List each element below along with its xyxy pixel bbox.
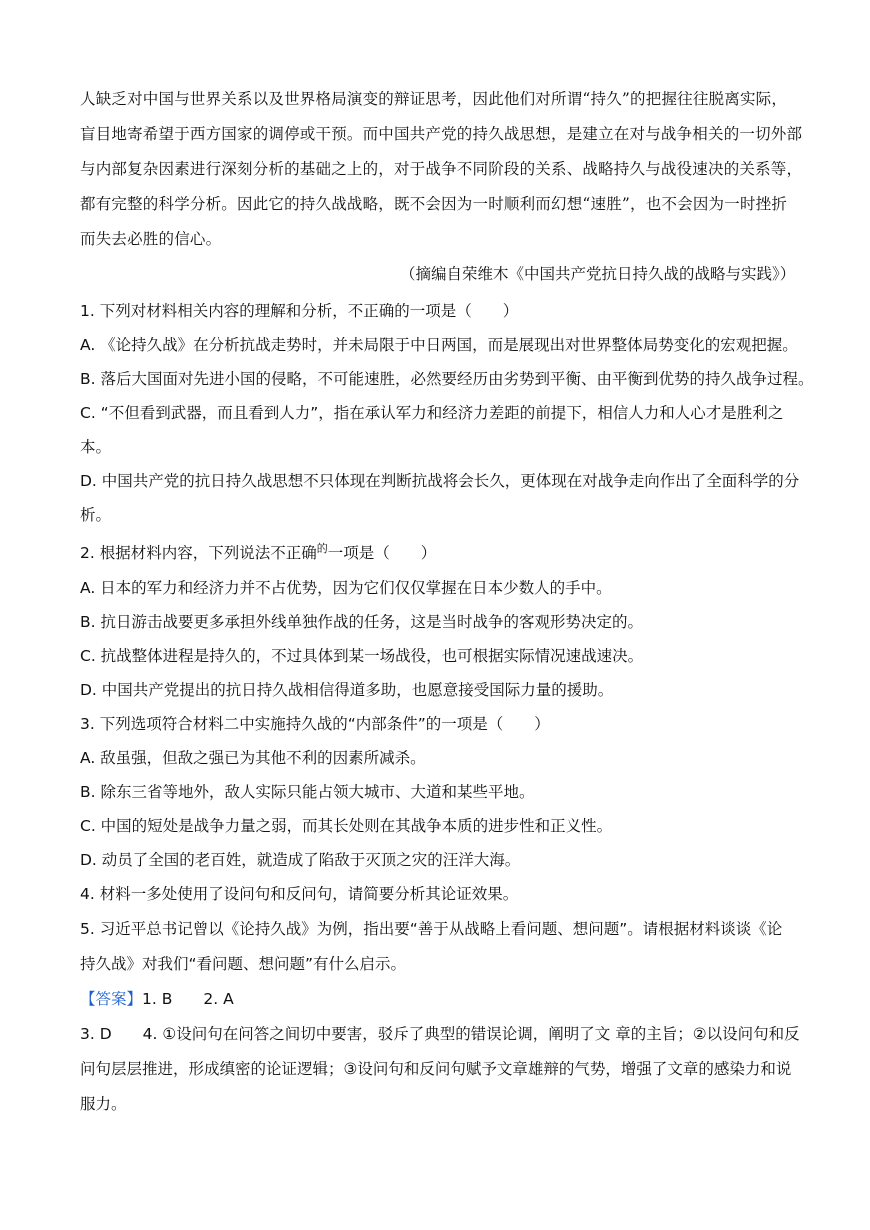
- answer-tag: 【答案】: [80, 990, 143, 1008]
- q1-stem: 1. 下列对材料相关内容的理解和分析，不正确的一项是（ ）: [80, 302, 519, 320]
- q2-stem-sup: 的: [316, 542, 328, 555]
- q3-stem: 3. 下列选项符合材料二中实施持久战的“内部条件”的一项是（ ）: [80, 715, 550, 733]
- answer-line-2: 问句层层推进，形成缜密的论证逻辑；③设问句和反问句赋予文章雄辩的气势，增强了文章的感染力和说: [80, 1060, 792, 1078]
- q1-option-a: A. 《论持久战》在分析抗战走势时，并未局限于中日两国，而是展现出对世界整体局势变化的宏观把握。: [80, 336, 798, 354]
- material-line-1: 人缺乏对中国与世界关系以及世界格局演变的辩证思考，因此他们对所谓“持久”的把握往往脱离实际，: [80, 90, 788, 108]
- material-line-2: 盲目地寄希望于西方国家的调停或干预。而中国共产党的持久战思想，是建立在对与战争相关的一切外部: [80, 125, 803, 143]
- q2-option-c: C. 抗战整体进程是持久的，不过具体到某一场战役，也可根据实际情况速战速决。: [80, 647, 644, 665]
- answer-first-line: [80, 982, 792, 1017]
- q2-option-b: B. 抗日游击战要更多承担外线单独作战的任务，这是当时战争的客观形势决定的。: [80, 613, 643, 631]
- answer-line-3: 服力。: [80, 1095, 127, 1113]
- q1-option-c-line1: C. “不但看到武器，而且看到人力”，指在承认军力和经济力差距的前提下，相信人力和人心才是胜利之: [80, 404, 784, 422]
- q1-option-b: B. 落后大国面对先进小国的侵略，不可能速胜，必然要经历由劣势到平衡、由平衡到优势的持久战争过程。: [80, 370, 814, 388]
- q5-stem-line2: 持久战》对我们“看问题、想问题”有什么启示。: [80, 955, 407, 973]
- q1-option-c-line2: 本。: [80, 438, 112, 456]
- q2-option-a: A. 日本的军力和经济力并不占优势，因为它们仅仅掌握在日本少数人的手中。: [80, 579, 612, 597]
- q2-stem-pre: 2. 根据材料内容，下列说法不正确: [80, 544, 317, 562]
- material-line-3: 与内部复杂因素进行深刻分析的基础之上的，对于战争不同阶段的关系、战略持久与战役速决的关系等，: [80, 160, 803, 178]
- q3-option-d: D. 动员了全国的老百姓，就造成了陷敌于灭顶之灾的汪洋大海。: [80, 851, 521, 869]
- answer-first: 1. B 2. A: [142, 990, 234, 1008]
- q3-option-b: B. 除东三省等地外，敌人实际只能占领大城市、大道和某些平地。: [80, 783, 535, 801]
- q1-option-d-line2: 析。: [80, 506, 112, 524]
- q2-stem-post: 一项是（ ）: [327, 544, 437, 562]
- q4-stem: 4. 材料一多处使用了设问句和反问句，请简要分析其论证效果。: [80, 885, 519, 903]
- material-line-4: 都有完整的科学分析。因此它的持久战战略，既不会因为一时顺利而幻想“速胜”，也不会因为一时挫折: [80, 195, 788, 213]
- q5-stem-line1: 5. 习近平总书记曾以《论持久战》为例，指出要“善于从战略上看问题、想问题”。请根据材料谈谈《论: [80, 920, 783, 938]
- material-source: （摘编自荣维木《中国共产党抗日持久战的战略与实践》）: [400, 265, 796, 283]
- q1-option-d-line1: D. 中国共产党的抗日持久战思想不只体现在判断抗战将会长久，更体现在对战争走向作出了全面科学的分: [80, 472, 800, 490]
- answer-line-1: 3. D 4. ①设问句在问答之间切中要害，驳斥了典型的错误论调，阐明了文 章的主旨；②以设问句和反: [80, 1025, 800, 1043]
- material-line-5: 而失去必胜的信心。: [80, 230, 222, 248]
- q3-option-a: A. 敌虽强，但敌之强已为其他不利的因素所减杀。: [80, 749, 426, 767]
- q2-option-d: D. 中国共产党提出的抗日持久战相信得道多助，也愿意接受国际力量的援助。: [80, 681, 614, 699]
- q3-option-c: C. 中国的短处是战争力量之弱，而其长处则在其战争本质的进步性和正义性。: [80, 817, 613, 835]
- q2-stem: [80, 536, 792, 572]
